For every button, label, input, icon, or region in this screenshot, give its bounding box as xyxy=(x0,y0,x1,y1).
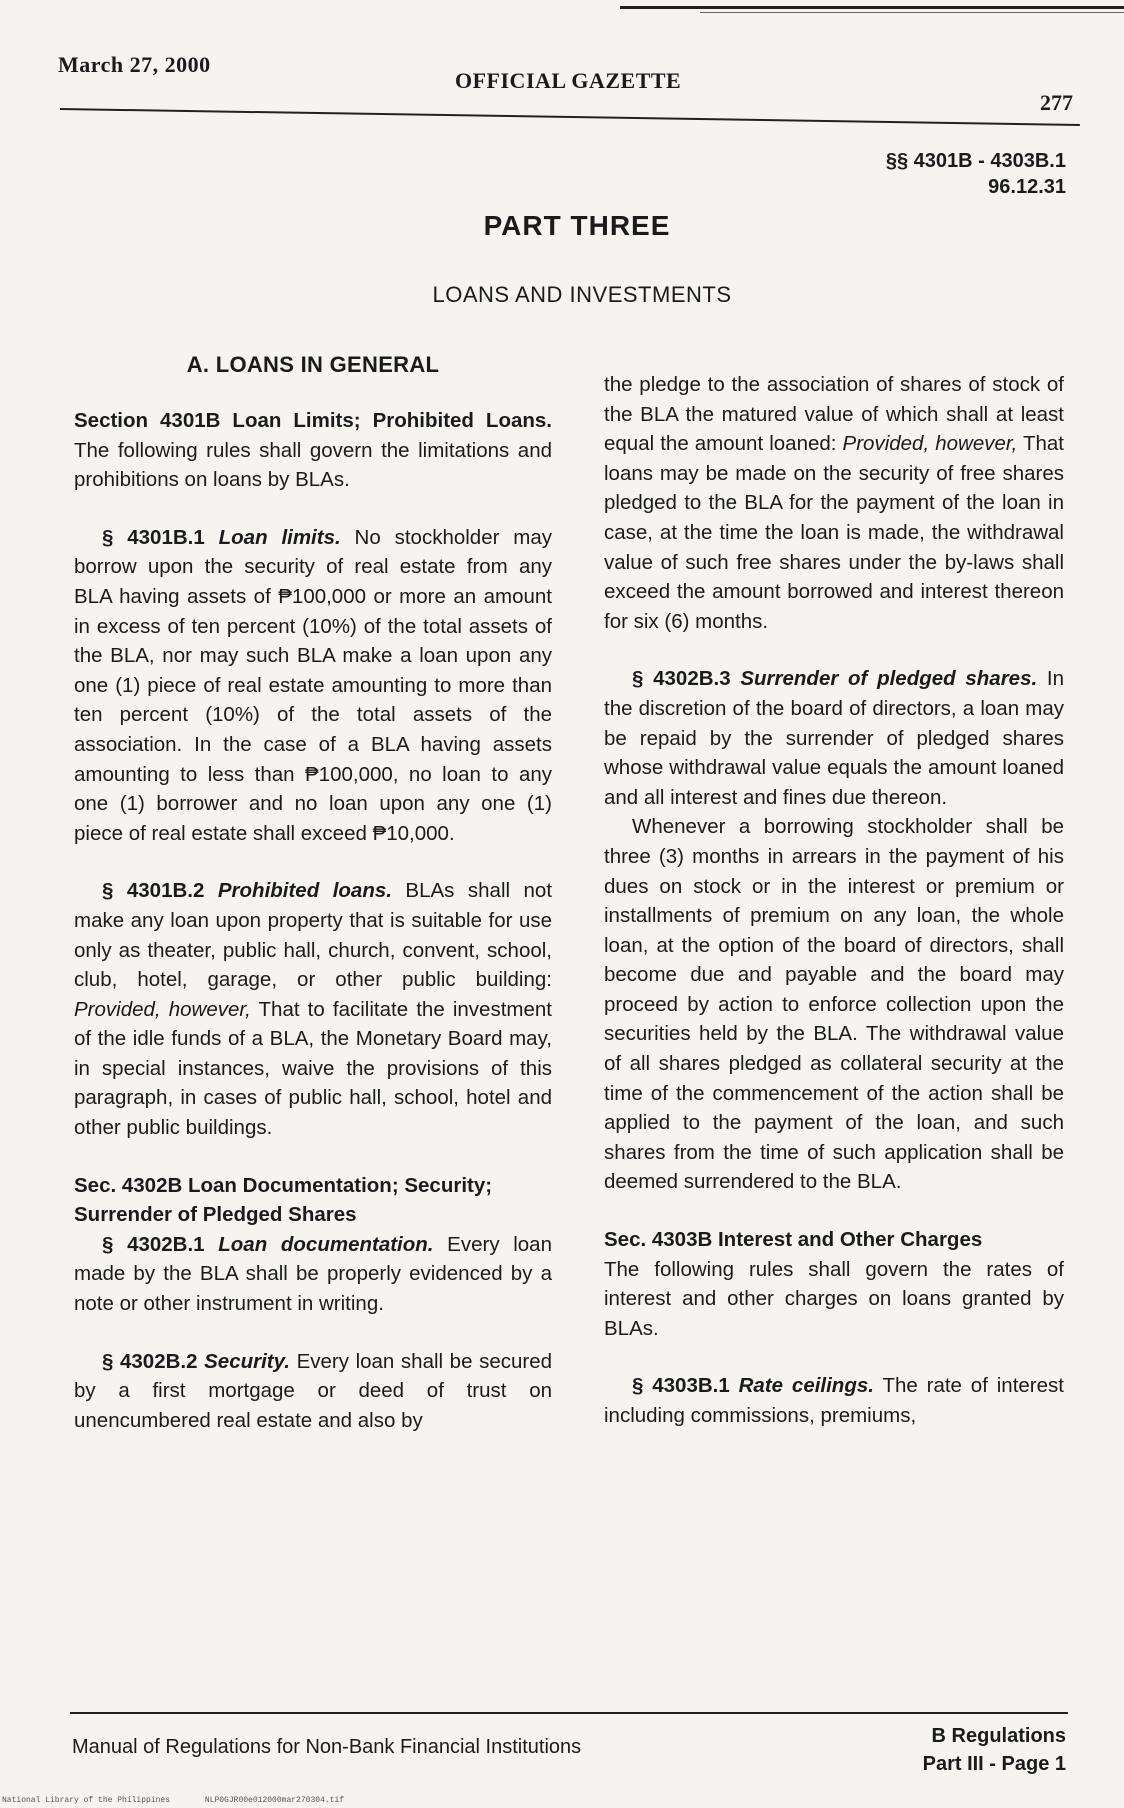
sec-4301b-text: The following rules shall govern the limitations and prohibitions on loans by BLAs. xyxy=(74,438,552,492)
s4301b1-number: § 4301B.1 xyxy=(102,525,205,549)
paragraph-4303b-1 xyxy=(604,1371,1064,1430)
footer-manual-title: Manual of Regulations for Non-Bank Financial Institutions xyxy=(72,1736,582,1758)
header-page-number: 277 xyxy=(1040,90,1073,115)
section-heading-loans-in-general: A. LOANS IN GENERAL xyxy=(186,352,440,377)
s4301b1-text: No stockholder may borrow upon the security of real estate from any BLA having assets of ₱100,000 or more an amount in excess of ten percent (10%) of the total assets of the BLA, nor may such BLA make a loan upon any one (1) piece of real estate amounting to more than ten percent (10%) of the total assets of the association. In the case of a BLA having assets amounting to less than ₱100,000, no loan to any one (1) borrower and no loan upon any one (1) piece of real estate shall exceed ₱10,000. xyxy=(74,525,553,845)
paragraph-4302b-2 xyxy=(74,1347,552,1436)
sec-4302b-title: Sec. 4302B Loan Documentation; Security; Surrender of Pledged Shares xyxy=(74,1173,493,1227)
s4302b2-number: § 4302B.2 xyxy=(102,1349,198,1373)
continued-text-a: the pledge to the association of shares of stock of the BLA the matured value of which shall at least equal the amount loaned: xyxy=(604,373,1064,456)
s4301b2-text-a: BLAs shall not make any loan upon property that is suitable for use only as theater, public hall, church, convent, school, club, hotel, garage, or other public building: xyxy=(74,879,553,992)
continued-text-b: That loans may be made on the security of free shares pledged to the BLA for the payment of the loan in case, at the time the loan is made, the withdrawal value of such free shares under the by-laws shall exceed the amount borrowed and interest thereon for six (6) months. xyxy=(604,432,1064,633)
paragraph-continued xyxy=(604,370,1064,636)
footer-regulations: B Regulations xyxy=(931,1725,1066,1747)
s4302b2-text: Every loan shall be secured by a first mortgage or deed of trust on unencumbered real estate and also by xyxy=(74,1349,553,1432)
s4302b3-number: § 4302B.3 xyxy=(632,667,731,691)
part-title: PART THREE xyxy=(483,210,671,241)
paragraph-4301b-2 xyxy=(74,876,552,1142)
s4301b2-proviso: Provided, however, xyxy=(74,997,251,1021)
s4301b2-title: Prohibited loans. xyxy=(217,879,392,903)
paragraph-whenever: Whenever a borrowing stockholder shall be three (3) months in arrears in the payment of his dues on stock or in the interest or premium or installments of premium on any loan, the whole loan, at the option of the board of directors, shall become due and payable and the board may proceed by action to enforce collection upon the securities held by the BLA. The withdrawal value of all shares pledged as collateral security at the time of the commencement of the action shall be applied to the payment of the loan, and such shares from the time of such application shall be deemed surrendered to the BLA. xyxy=(604,815,1064,1194)
paragraph-sec-4301b xyxy=(74,406,552,495)
s4301b1-title: Loan limits. xyxy=(218,525,341,549)
footer-part-page: Part III - Page 1 xyxy=(922,1753,1066,1775)
s4303b1-title: Rate ceilings. xyxy=(738,1374,874,1398)
s4302b1-number: § 4302B.1 xyxy=(102,1232,205,1256)
s4302b3-text: In the discretion of the board of directors, a loan may be repaid by the surrender of pledged shares whose withdrawal value equals the amount loaned and all interest and fines due thereon. xyxy=(604,667,1064,809)
footer-rule xyxy=(70,1712,1068,1714)
footer-page-ref xyxy=(923,1722,1066,1778)
right-column xyxy=(604,370,1064,1431)
header-rule xyxy=(60,108,1080,126)
paragraph-4302b-3 xyxy=(604,664,1064,812)
sec-4303b-title: Sec. 4303B Interest and Other Charges xyxy=(604,1228,983,1252)
scan-edge-line-thin xyxy=(700,12,1124,13)
s4303b1-number: § 4303B.1 xyxy=(632,1374,730,1398)
s4302b1-title: Loan documentation. xyxy=(218,1232,434,1256)
part-subtitle: LOANS AND INVESTMENTS xyxy=(432,282,732,307)
section-range-line1: §§ 4301B - 4303B.1 xyxy=(885,150,1066,172)
scan-edge-line xyxy=(620,6,1124,9)
scan-library: National Library of the Philippines xyxy=(2,1796,171,1805)
section-range xyxy=(886,148,1066,200)
paragraph-4302b-1 xyxy=(74,1230,552,1319)
header-publication: OFFICIAL GAZETTE xyxy=(455,68,682,93)
s4303b1-text: The rate of interest including commissions, premiums, xyxy=(604,1374,1064,1427)
s4301b2-text-b: That to facilitate the investment of the idle funds of a BLA, the Monetary Board may, in special instances, waive the provisions of this paragraph, in cases of public hall, school, hotel and other public buildings. xyxy=(74,997,552,1140)
sec-4301b-title: Section 4301B Loan Limits; Prohibited Loans. xyxy=(74,409,552,432)
sec-4303b-text: The following rules shall govern the rates of interest and other charges on loans granted by BLAs. xyxy=(604,1257,1064,1340)
s4301b2-number: § 4301B.2 xyxy=(102,879,205,903)
scan-note xyxy=(2,1796,374,1805)
continued-proviso: Provided, however, xyxy=(842,432,1018,456)
header-date: March 27, 2000 xyxy=(58,52,211,77)
left-column xyxy=(74,350,552,1435)
paragraph-4301b-1 xyxy=(74,523,552,849)
section-range-line2: 96.12.31 xyxy=(988,176,1066,198)
scan-file-id: NLP0GJR00e012000mar270304.tif xyxy=(204,1796,345,1805)
s4302b3-title: Surrender of pledged shares. xyxy=(740,667,1038,691)
s4302b2-title: Security. xyxy=(204,1349,290,1373)
s4302b1-text: Every loan made by the BLA shall be properly evidenced by a note or other instrument in writing. xyxy=(74,1232,552,1316)
